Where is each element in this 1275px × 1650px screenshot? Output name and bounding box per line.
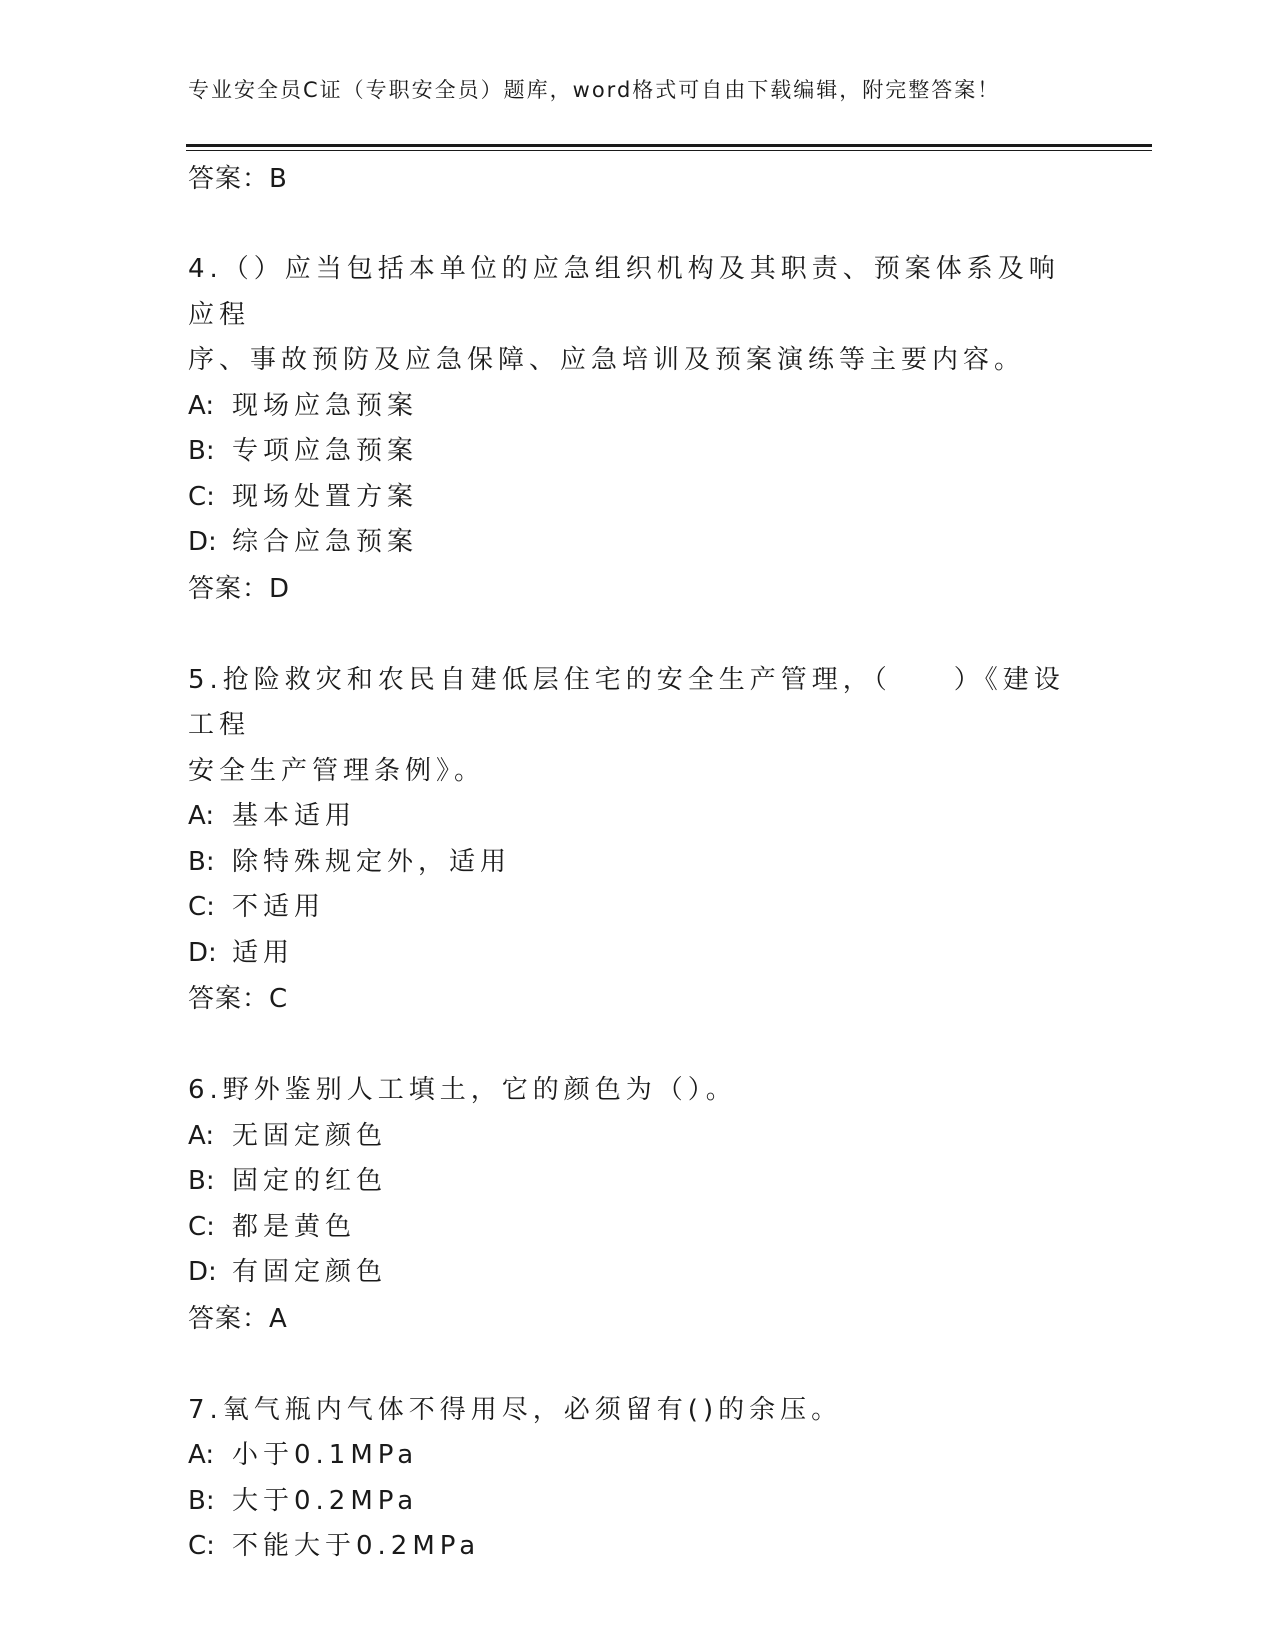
option-letter: A: bbox=[188, 390, 215, 421]
option-text: 除特殊规定外，适用 bbox=[232, 846, 512, 877]
option-letter: C: bbox=[188, 481, 215, 512]
option-d bbox=[188, 931, 1088, 977]
option-text: 固定的红色 bbox=[232, 1166, 388, 1196]
option-d bbox=[188, 520, 1088, 566]
option-c bbox=[188, 1205, 1088, 1251]
option-text: 无固定颜色 bbox=[232, 1120, 388, 1151]
option-letter: A: bbox=[188, 801, 215, 831]
option-a bbox=[188, 384, 1088, 430]
question-text-line: 安全生产管理条例》。 bbox=[188, 755, 486, 786]
option-letter: D: bbox=[188, 1257, 217, 1287]
option-letter: C: bbox=[188, 1531, 215, 1561]
question-text-line: 4.（）应当包括本单位的应急组织机构及其职责、预案体系及响应程 bbox=[188, 254, 1060, 330]
option-text: 有固定颜色 bbox=[232, 1257, 388, 1287]
option-letter: C: bbox=[188, 1211, 215, 1242]
option-letter: D: bbox=[188, 937, 217, 968]
option-text: 不适用 bbox=[232, 892, 326, 922]
question-text-line: 5.抢险救灾和农民自建低层住宅的安全生产管理，（ ）《建设工程 bbox=[188, 664, 1065, 740]
answer-line: 答案：A bbox=[188, 1303, 288, 1334]
option-text: 现场处置方案 bbox=[232, 481, 419, 512]
question-text-line: 序、事故预防及应急保障、应急培训及预案演练等主要内容。 bbox=[188, 345, 1026, 375]
question-5 bbox=[188, 658, 1088, 1023]
option-b bbox=[188, 1159, 1088, 1205]
option-text: 不能大于0.2MPa bbox=[232, 1531, 481, 1561]
question-4 bbox=[188, 247, 1088, 612]
option-letter: A: bbox=[188, 1440, 215, 1470]
option-letter: B: bbox=[188, 846, 215, 877]
header-rule bbox=[186, 144, 1152, 147]
option-d bbox=[188, 1250, 1088, 1296]
option-c bbox=[188, 1524, 1088, 1570]
option-letter: B: bbox=[188, 1485, 215, 1516]
question-6 bbox=[188, 1068, 1088, 1342]
option-letter: A: bbox=[188, 1120, 215, 1151]
answer-line: 答案：D bbox=[188, 573, 291, 604]
page-header: 专业安全员C证（专职安全员）题库，word格式可自由下载编辑，附完整答案！ bbox=[188, 78, 1001, 102]
option-text: 专项应急预案 bbox=[232, 436, 419, 466]
option-letter: C: bbox=[188, 892, 215, 922]
option-text: 现场应急预案 bbox=[232, 390, 419, 421]
option-letter: B: bbox=[188, 436, 215, 466]
option-text: 适用 bbox=[232, 937, 295, 968]
option-c bbox=[188, 885, 1088, 931]
option-text: 小于0.1MPa bbox=[232, 1440, 419, 1470]
option-text: 都是黄色 bbox=[232, 1211, 357, 1242]
option-letter: B: bbox=[188, 1166, 215, 1196]
option-b bbox=[188, 840, 1088, 886]
option-b bbox=[188, 429, 1088, 475]
question-7 bbox=[188, 1388, 1088, 1570]
option-letter: D: bbox=[188, 527, 217, 557]
option-text: 基本适用 bbox=[232, 801, 357, 831]
option-text: 大于0.2MPa bbox=[232, 1485, 419, 1516]
question-text-line: 7.氧气瓶内气体不得用尽，必须留有()的余压。 bbox=[188, 1394, 843, 1425]
option-text: 综合应急预案 bbox=[232, 527, 419, 557]
option-a bbox=[188, 1114, 1088, 1160]
option-b bbox=[188, 1479, 1088, 1525]
option-a bbox=[188, 794, 1088, 840]
option-a bbox=[188, 1433, 1088, 1479]
question-text-line: 6.野外鉴别人工填土，它的颜色为（）。 bbox=[188, 1075, 737, 1105]
answer-line: 答案：B bbox=[188, 164, 288, 194]
answer-line: 答案：C bbox=[188, 984, 289, 1014]
option-c bbox=[188, 475, 1088, 521]
document-body bbox=[188, 156, 1088, 1570]
